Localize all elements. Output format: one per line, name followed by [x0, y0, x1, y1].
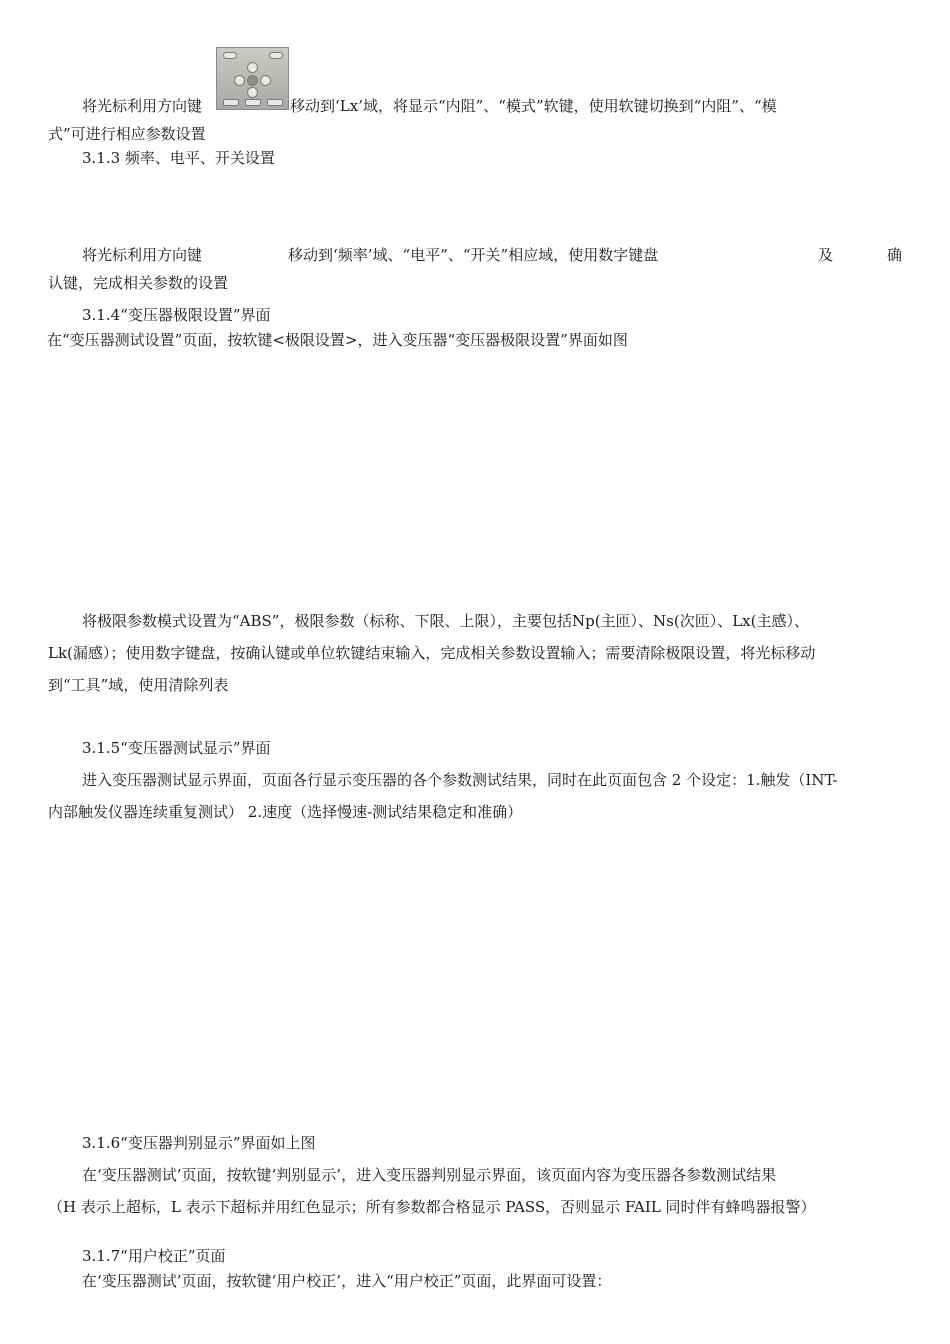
paragraph-5-line-2: 内部触发仪器连续重复测试） 2.速度（选择慢速-测试结果稳定和准确）	[48, 803, 523, 821]
direction-keypad-icon	[216, 47, 289, 110]
section-heading-3-1-4: 3.1.4“变压器极限设置”界面	[82, 306, 271, 324]
paragraph-4-line-2: Lk(漏感）；使用数字键盘，按确认键或单位软键结束输入，完成相关参数设置输入；需要清除极限设置，将光标移动	[48, 644, 816, 662]
paragraph-2-line-1-a: 将光标利用方向键	[82, 246, 203, 264]
paragraph-1-line-1-suffix: 移动到‘Lx’域，将显示“内阻”、“模式”软键，使用软键切换到“内阻”、“模	[290, 97, 777, 115]
paragraph-2-line-2: 认键，完成相关参数的设置	[48, 274, 229, 292]
paragraph-1-line-2: 式”可进行相应参数设置	[48, 125, 206, 143]
paragraph-3: 在“变压器测试设置”页面，按软键<极限设置>，进入变压器“变压器极限设置”界面如图	[47, 331, 628, 349]
paragraph-1-line-1-prefix: 将光标利用方向键	[82, 97, 203, 115]
paragraph-2-line-1-b: 移动到‘频率’域、“电平”、“开关”相应域，使用数字键盘	[288, 246, 659, 264]
paragraph-7: 在‘变压器测试’页面，按软键‘用户校正’，进入“用户校正”页面，此界面可设置：	[82, 1272, 612, 1290]
paragraph-5-line-1: 进入变压器测试显示界面，页面各行显示变压器的各个参数测试结果，同时在此页面包含 2 个设定：1.触发（INT-	[82, 771, 838, 789]
section-heading-3-1-3: 3.1.3 频率、电平、开关设置	[82, 149, 275, 167]
paragraph-2-line-1-d: 确	[887, 246, 903, 264]
section-heading-3-1-6: 3.1.6“变压器判别显示”界面如上图	[82, 1134, 316, 1152]
section-heading-3-1-7: 3.1.7“用户校正”页面	[82, 1247, 226, 1265]
paragraph-4-line-1: 将极限参数模式设置为“ABS”，极限参数（标称、下限、上限），主要包括Np(主匝）、Ns(次匝）、Lx(主感）、	[82, 612, 809, 630]
paragraph-6-line-1: 在‘变压器测试’页面，按软键‘判别显示’，进入变压器判别显示界面，该页面内容为变压器各参数测试结果	[82, 1166, 777, 1184]
section-heading-3-1-5: 3.1.5“变压器测试显示”界面	[82, 739, 271, 757]
paragraph-6-line-2: （H 表示上超标，L 表示下超标并用红色显示；所有参数都合格显示 PASS，否则显示 FAIL 同时伴有蜂鸣器报警）	[48, 1198, 816, 1216]
paragraph-4-line-3: 到“工具”域，使用清除列表	[48, 676, 229, 694]
paragraph-2-line-1-c: 及	[818, 246, 834, 264]
